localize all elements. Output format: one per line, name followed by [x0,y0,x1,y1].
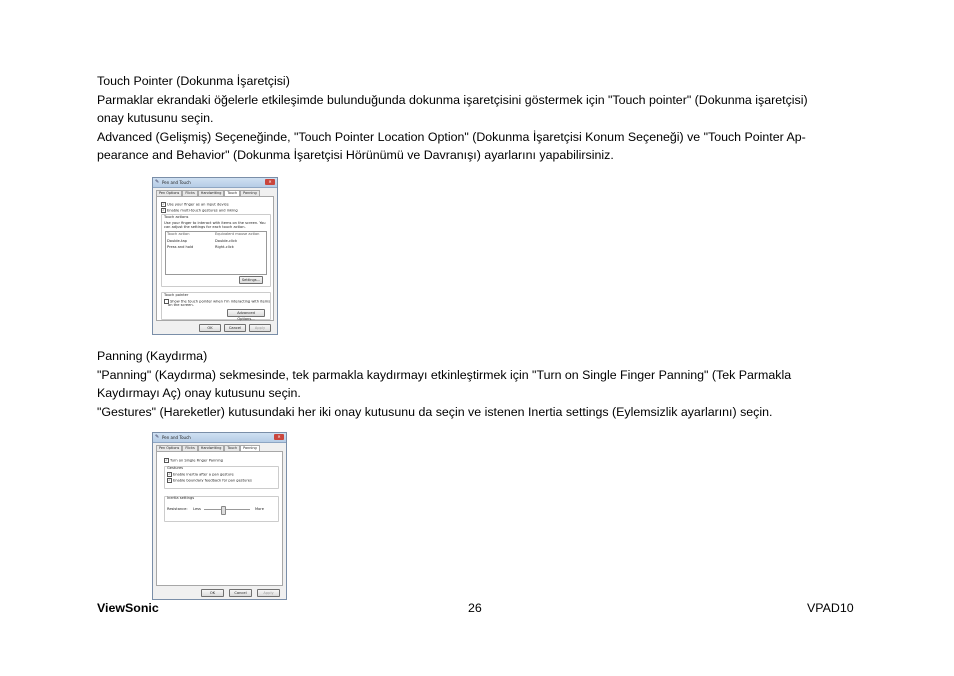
tab-touch[interactable]: Touch [224,190,240,197]
dialog-title: Pen and Touch [162,435,191,440]
table-cell: Right-click [215,245,234,249]
pointer-group-title: Touch pointer [164,293,189,297]
resistance-label: Resistance: [167,507,188,511]
pointer-description: on the screen. [168,303,194,307]
apply-button[interactable]: Apply [249,324,271,332]
ok-button[interactable]: OK [201,589,224,597]
group-description: can adjust the settings for each touch action. [164,225,246,229]
tab-touch[interactable]: Touch [224,445,240,451]
inertia-checkbox[interactable]: ✓ Enable inertia after a pan gesture [168,472,234,477]
pen-icon: ✎ [155,179,160,185]
paragraph-line: Advanced (Gelişmiş) Seçeneğinde, "Touch Pointer Location Option" (Dokunma İşaretçisi Konum Seçeneği) ve "Touch Pointer Ap- [97,129,806,144]
tab-flicks[interactable]: Flicks [182,445,197,451]
close-icon[interactable]: ✕ [265,179,275,185]
group-description: Use your finger to interact with items on the screen. You [164,221,266,225]
paragraph-line: "Panning" (Kaydırma) sekmesinde, tek parmakla kaydırmayı etkinleştirmek için "Turn on Single Finger Panning" (Tek Parmakla [97,367,792,382]
dialog-titlebar [153,433,286,443]
table-header: Touch action [167,232,190,236]
panning-section [97,347,867,421]
resistance-slider[interactable] [204,508,250,511]
table-header: Equivalent mouse action [215,232,260,236]
gestures-title: Gestures [167,466,184,470]
slider-more-label: More [255,507,264,511]
paragraph-line: Parmaklar ekrandaki öğelerle etkileşimde bulunduğunda dokunma işaretçisini göstermek için "Touch pointer" (Dokunma işaretçisi) [97,92,808,107]
touch-pointer-section [97,72,867,165]
touch-pointer-checkbox[interactable]: Show the touch pointer when I'm interacting with items [164,299,270,304]
ok-button[interactable]: OK [199,324,221,332]
table-cell: Double-tap [167,239,187,243]
footer-brand: ViewSonic [97,601,159,615]
paragraph-line: pearance and Behavior" (Dokunma İşaretçisi Hörünümü ve Davranışı) ayarlarını yapabilirsiniz. [97,148,614,162]
touch-actions-table[interactable] [165,231,267,275]
boundary-feedback-checkbox[interactable]: ✓ Enable boundary feedback for pan gestures [168,478,252,483]
inertia-title: Inertia settings [167,496,195,500]
close-icon[interactable]: ✕ [274,434,284,440]
use-finger-checkbox[interactable]: ✓ Use your finger as an input device [162,202,229,207]
settings-button[interactable]: Settings... [239,276,263,284]
slider-less-label: Less [193,507,201,511]
touch-settings-screenshot [152,177,278,335]
tab-panel [156,196,274,321]
single-finger-panning-checkbox[interactable]: ✓ Turn on Single Finger Panning [165,458,224,463]
group-title: Touch actions [164,215,189,219]
multitouch-checkbox[interactable]: ✓ Enable multi-touch gestures and inking [162,208,238,213]
tab-pen-options[interactable]: Pen Options [156,190,182,196]
pen-icon: ✎ [155,434,160,440]
apply-button[interactable]: Apply [257,589,280,597]
page-number: 26 [468,601,482,615]
tab-flicks[interactable]: Flicks [182,190,197,196]
tab-panning[interactable]: Panning [240,190,260,196]
paragraph-line: onay kutusunu seçin. [97,111,214,125]
cancel-button[interactable]: Cancel [224,324,246,332]
section-heading: Touch Pointer (Dokunma İşaretçisi) [97,74,290,88]
table-cell: Press and hold [167,245,194,249]
tab-handwriting[interactable]: Handwriting [198,445,225,451]
section-heading: Panning (Kaydırma) [97,349,208,363]
paragraph-line: "Gestures" (Hareketler) kutusundaki her iki onay kutusunu da seçin ve istenen Inertia settings (Eylemsizlik ayarlarını) seçin. [97,404,773,419]
footer-model: VPAD10 [807,601,854,615]
tab-panning[interactable]: Panning [240,445,260,452]
slider-thumb[interactable] [221,506,226,515]
paragraph-line: Kaydırmayı Aç) onay kutusunu seçin. [97,386,301,400]
dialog-titlebar [153,178,277,188]
cancel-button[interactable]: Cancel [229,589,252,597]
panning-settings-screenshot [152,432,287,600]
tab-pen-options[interactable]: Pen Options [156,445,182,451]
tab-panel [156,451,283,586]
dialog-title: Pen and Touch [162,180,191,185]
tab-handwriting[interactable]: Handwriting [198,190,225,196]
advanced-options-button[interactable]: Advanced Options... [227,309,265,317]
table-cell: Double-click [215,239,238,243]
